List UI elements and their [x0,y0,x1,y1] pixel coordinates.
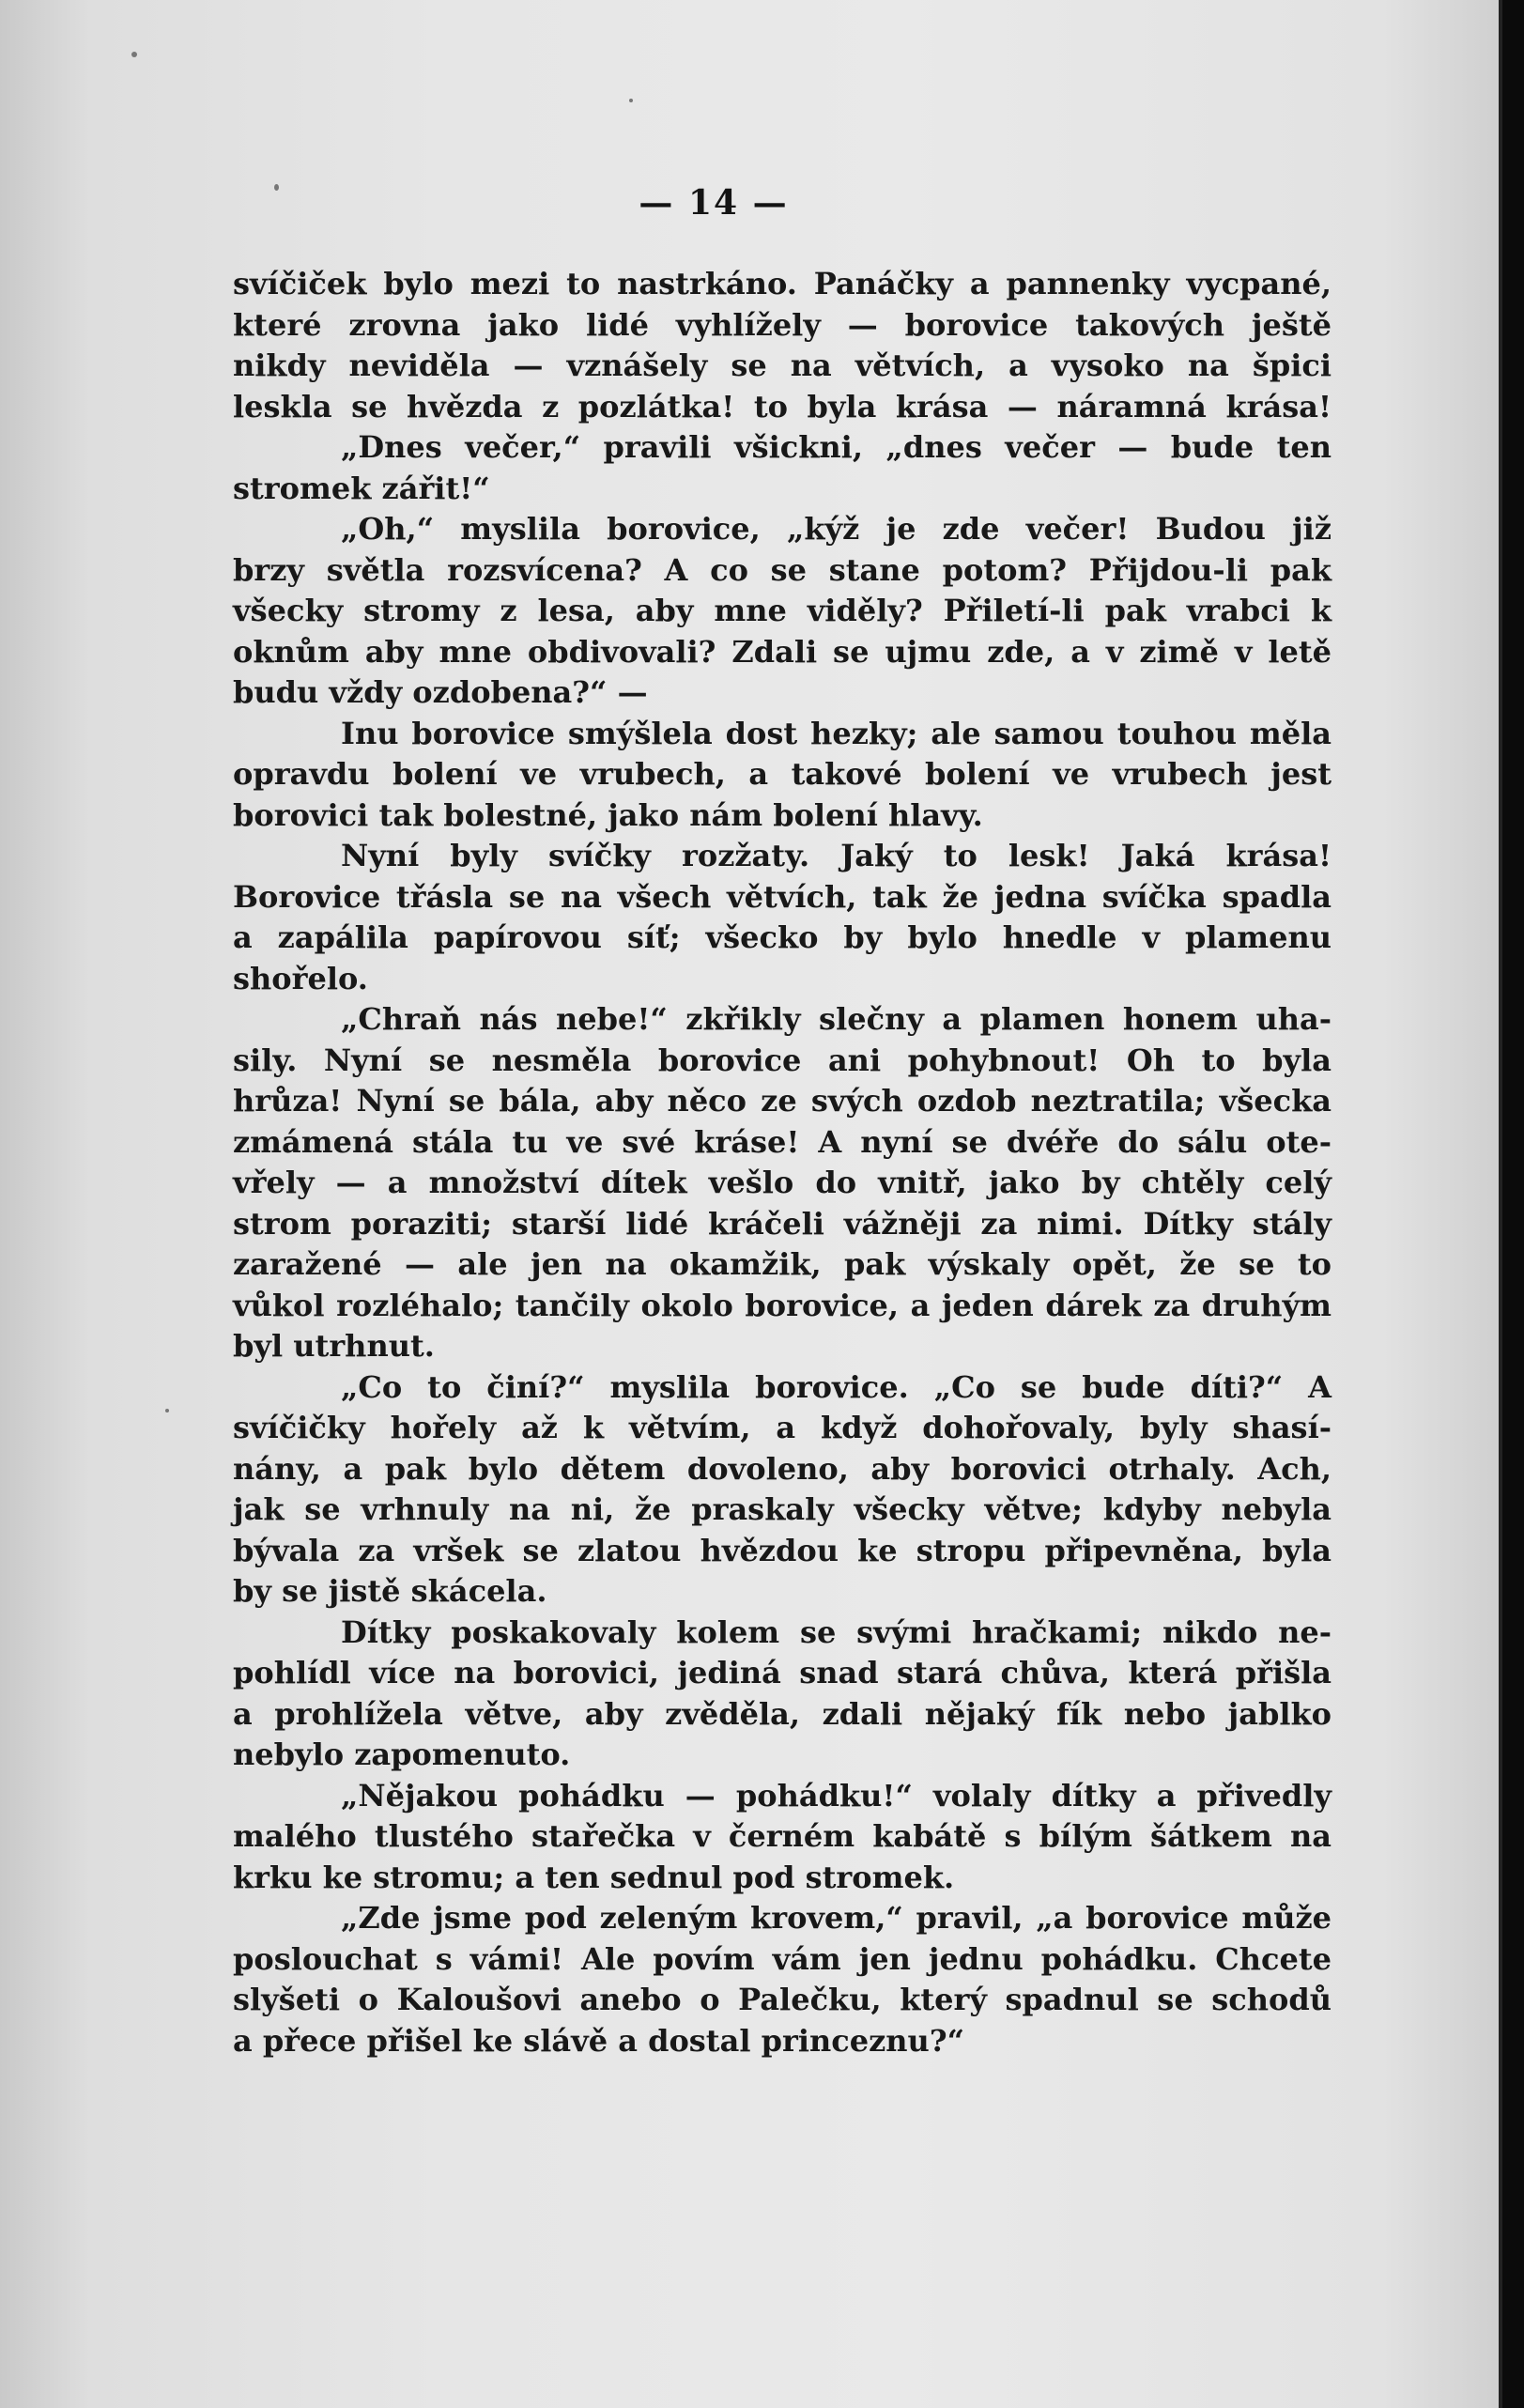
text-line: vřely — a množství dítek vešlo do vnitř, jako by chtěly celý [233,1165,1332,1200]
text-line: Inu borovice smýšlela dost hezky; ale samou touhou měla [341,715,1332,751]
text-line: zmámená stála tu ve své kráse! A nyní se dvéře do sálu ote- [233,1123,1332,1160]
text-line: svíčičky hořely až k větvím, a když dohořovaly, byly shasí- [233,1410,1332,1445]
text-line: sily. Nyní se nesměla borovice ani pohybnout! Oh to byla [233,1042,1332,1078]
text-line: a přece přišel ke slávě a dostal princeznu?“ [233,2022,964,2059]
text-line: „Oh,“ myslila borovice, „kýž je zde večer! Budou již [341,511,1332,547]
text-line: oknům aby mne obdivovali? Zdali se ujmu zde, a v zimě v letě [233,633,1332,670]
text-line: Nyní byly svíčky rozžaty. Jaký to lesk! Jaká krása! [341,838,1332,873]
text-line: leskla se hvězda z pozlátka! to byla krása — náramná krása! [233,388,1332,424]
text-line: slyšeti o Kaloušovi anebo o Palečku, který spadnul se schodů [233,1982,1332,2017]
text-line: opravdu bolení ve vrubech, a takové bolení ve vrubech jest [233,756,1332,792]
text-line: borovici tak bolestné, jako nám bolení hlavy. [233,796,983,833]
text-line: „Zde jsme pod zeleným krovem,“ pravil, „a borovice může [341,1900,1332,1936]
text-line: všecky stromy z lesa, aby mne viděly? Přiletí-li pak vrabci k [233,593,1332,628]
text-line: „Co to činí?“ myslila borovice. „Co se bude díti?“ A [341,1368,1332,1405]
text-line: nány, a pak bylo dětem dovoleno, aby borovici otrhaly. Ach, [233,1450,1332,1487]
page-speck [629,99,633,102]
page-speck [131,52,137,57]
page-number: — 14 — [639,183,789,223]
text-line: zaražené — ale jen na okamžik, pak výskaly opět, že se to [233,1246,1332,1282]
text-line: jak se vrhnuly na ni, že praskaly všecky větve; kdyby nebyla [233,1491,1332,1527]
page-speck [165,1409,169,1412]
text-line: brzy světla rozsvícena? A co se stane potom? Přijdou-li pak [233,551,1332,588]
text-line: a prohlížela větve, aby zvěděla, zdali nějaký fík nebo jablko [233,1695,1332,1732]
page-edge [1499,0,1502,2408]
text-line: nebylo zapomenuto. [233,1737,571,1772]
text-line: nikdy neviděla — vznášely se na větvích, a vysoko na špici [233,347,1332,383]
text-line: strom poraziti; starší lidé kráčeli vážněji za nimi. Dítky stály [233,1205,1332,1242]
text-line: a zapálila papírovou síť; všecko by bylo hnedle v plamenu [233,919,1332,955]
text-line: poslouchat s vámi! Ale povím vám jen jednu pohádku. Chcete [233,1940,1332,1977]
text-line: bývala za vršek se zlatou hvězdou ke stropu připevněna, byla [233,1532,1332,1568]
text-line: které zrovna jako lidé vyhlížely — borovice takových ještě [233,306,1332,343]
text-line: „Chraň nás nebe!“ zkřikly slečny a plamen honem uha- [341,1001,1332,1037]
text-line: budu vždy ozdobena?“ — [233,674,648,710]
text-line: by se jistě skácela. [233,1573,547,1609]
text-line: pohlídl více na borovici, jediná snad stará chůva, která přišla [233,1655,1332,1690]
text-line: svíčiček bylo mezi to nastrkáno. Panáčky a pannenky vycpané, [233,266,1332,301]
text-line: Borovice třásla se na všech větvích, tak že jedna svíčka spadla [233,878,1332,915]
text-line: stromek zářit!“ [233,470,490,506]
text-line: „Nějakou pohádku — pohádku!“ volaly dítky a přivedly [341,1777,1332,1814]
text-line: shořelo. [233,960,368,996]
text-line: byl utrhnut. [233,1328,435,1364]
page-speck [274,184,279,191]
body-text [233,264,1332,2061]
text-line: Dítky poskakovaly kolem se svými hračkami; nikdo ne- [341,1613,1332,1650]
text-line: malého tlustého stařečka v černém kabátě s bílým šátkem na [233,1818,1332,1854]
text-line: vůkol rozléhalo; tančily okolo borovice, a jeden dárek za druhým [233,1287,1332,1323]
text-line: „Dnes večer,“ pravili všickni, „dnes večer — bude ten [341,429,1332,465]
text-line: krku ke stromu; a ten sednul pod stromek. [233,1859,955,1895]
text-line: hrůza! Nyní se bála, aby něco ze svých ozdob neztratila; všecka [233,1083,1332,1119]
